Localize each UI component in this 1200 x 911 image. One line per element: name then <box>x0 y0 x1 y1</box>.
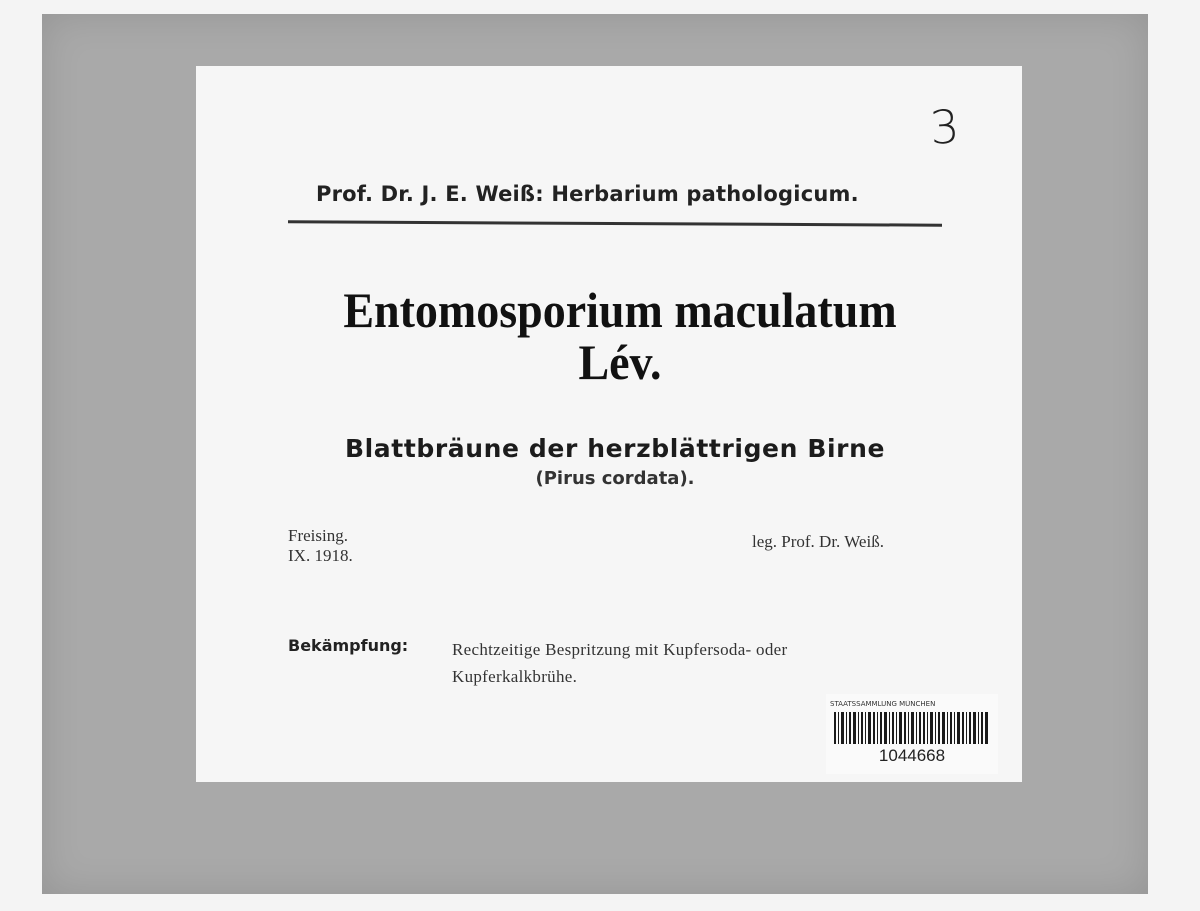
collection-date: IX. 1918. <box>288 546 353 565</box>
barcode-institution: STAATSSAMMLUNG MÜNCHEN <box>830 700 936 708</box>
species-name <box>298 284 942 388</box>
host-plant: (Pirus cordata). <box>535 468 695 489</box>
locality: Freising. <box>288 526 348 545</box>
species-name-line1: Entomosporium maculatum <box>343 282 897 338</box>
control-line-2: Kupferkalkbrühe. <box>452 667 578 686</box>
herbarium-header: Prof. Dr. J. E. Weiß: Herbarium pathologicum. <box>316 182 859 206</box>
collector: leg. Prof. Dr. Weiß. <box>752 532 884 551</box>
handwritten-number: 3 <box>928 99 962 155</box>
barcode-bars <box>834 712 990 744</box>
collection-place-date <box>288 526 353 566</box>
species-author: Lév. <box>578 334 662 390</box>
barcode-number: 1044668 <box>878 746 946 765</box>
barcode-label <box>826 694 998 774</box>
control-text <box>452 636 952 690</box>
control-label: Bekämpfung: <box>288 636 409 655</box>
control-line-1: Rechtzeitige Bespritzung mit Kupfersoda- oder <box>452 640 788 659</box>
common-name: Blattbräune der herzblättrigen Birne <box>344 434 886 463</box>
